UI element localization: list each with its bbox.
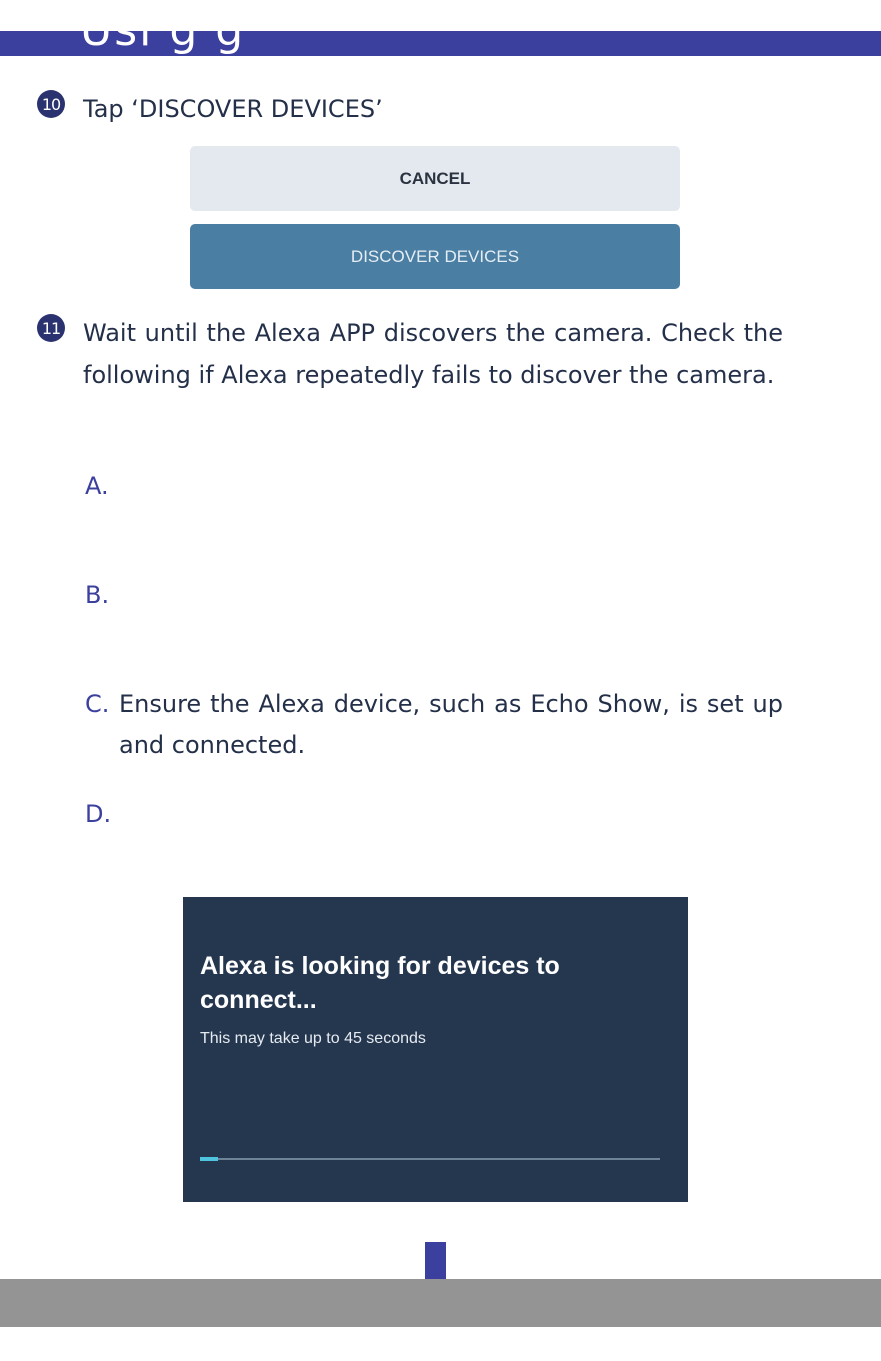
progress-bar (200, 1158, 660, 1160)
step-number-badge: 11 (37, 314, 65, 342)
page-marker (425, 1242, 446, 1279)
checklist-letter: B. (85, 581, 110, 609)
checklist-letter: D. (85, 800, 112, 828)
checklist-text: Ensure the Alexa device, such as Echo Show, is set up and connected. (119, 690, 783, 759)
checklist-text (119, 794, 783, 835)
checklist-text (119, 466, 783, 507)
cancel-button[interactable]: CANCEL (190, 146, 680, 211)
alexa-searching-subtitle: This may take up to 45 seconds (200, 1030, 426, 1047)
checklist-text (119, 575, 783, 616)
step-instruction: Wait until the Alexa APP discovers the camera. Check the following if Alexa repeatedly fails to discover the camera. (83, 319, 783, 389)
checklist-letter: A. (85, 472, 109, 500)
checklist-item-c (85, 684, 783, 766)
footer-bar (0, 1279, 881, 1327)
step-11 (37, 312, 783, 396)
checklist-letter: C. (85, 690, 110, 718)
header-title: Usi g g (80, 5, 246, 56)
progress-bar-fill (200, 1157, 218, 1161)
header-bar (0, 5, 881, 56)
step-instruction: Tap ‘DISCOVER DEVICES’ (83, 95, 383, 123)
step-10 (37, 88, 383, 130)
discover-devices-button[interactable]: DISCOVER DEVICES (190, 224, 680, 289)
checklist-item-d (85, 794, 783, 835)
checklist-item-b (85, 575, 783, 616)
alexa-discovery-screen (183, 897, 688, 1202)
alexa-searching-title: Alexa is looking for devices to connect... (200, 952, 560, 1014)
checklist-item-a (85, 466, 783, 507)
step-number-badge: 10 (37, 90, 65, 118)
